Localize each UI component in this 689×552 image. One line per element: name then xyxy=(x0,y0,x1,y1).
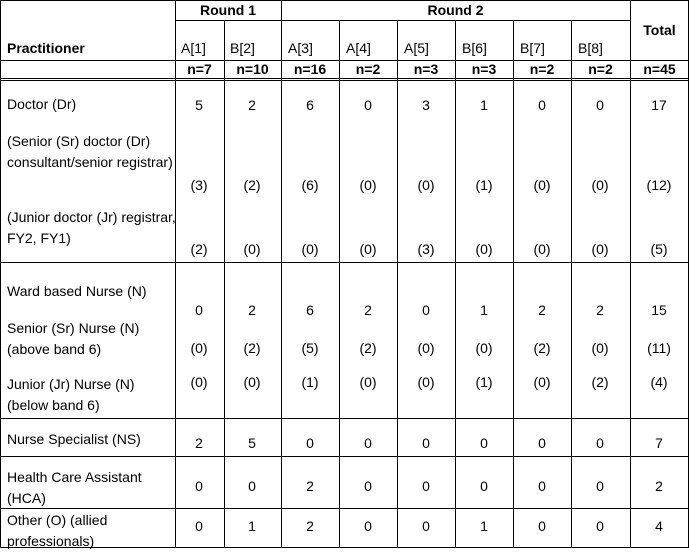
row-label: Ward based Nurse (N) xyxy=(7,283,147,299)
table-cell: 2 xyxy=(364,302,372,318)
row-rule xyxy=(0,80,689,81)
table-cell: (0) xyxy=(301,241,319,257)
row-label: Senior (Sr) Nurse (N) (above band 6) xyxy=(7,320,140,357)
table-cell: 0 xyxy=(195,478,203,494)
table-cell: 1 xyxy=(248,518,256,534)
table-cell: 2 xyxy=(248,302,256,318)
table-cell: (0) xyxy=(243,374,261,390)
column-header: A[5] xyxy=(404,40,429,56)
table-cell: 0 xyxy=(306,435,314,451)
table-cell: (5) xyxy=(301,340,319,356)
sample-size: n=16 xyxy=(293,61,327,77)
table-cell: (3) xyxy=(417,241,435,257)
column-header: B[7] xyxy=(520,40,545,56)
table-cell: (0) xyxy=(591,340,609,356)
table-cell: 2 xyxy=(596,302,604,318)
table-cell: (2) xyxy=(533,340,551,356)
table-cell: 0 xyxy=(596,435,604,451)
row-label: Nurse Specialist (NS) xyxy=(7,431,141,447)
table-cell: 0 xyxy=(538,435,546,451)
table-cell: (2) xyxy=(243,177,261,193)
table-cell: 2 xyxy=(306,518,314,534)
round1-header: Round 1 xyxy=(200,2,256,18)
table-cell: (2) xyxy=(591,374,609,390)
column-header: A[1] xyxy=(181,40,206,56)
table-cell: (0) xyxy=(359,177,377,193)
table-cell: 15 xyxy=(651,302,667,318)
table-cell: (0) xyxy=(533,374,551,390)
sample-size: n=7 xyxy=(187,61,212,77)
row-label: Other (O) (allied professionals) xyxy=(7,512,108,549)
table-cell: 2 xyxy=(655,478,663,494)
table-cell: (6) xyxy=(301,177,319,193)
table-cell: 1 xyxy=(480,302,488,318)
table-cell: (0) xyxy=(359,374,377,390)
sample-size: n=45 xyxy=(643,61,676,77)
table-cell: 1 xyxy=(480,97,488,113)
table-cell: 4 xyxy=(655,518,663,534)
table-cell: 0 xyxy=(538,478,546,494)
col-rule xyxy=(175,0,176,548)
table-cell: (1) xyxy=(475,374,493,390)
table-cell: 0 xyxy=(596,518,604,534)
table-cell: 7 xyxy=(655,435,663,451)
table-cell: 3 xyxy=(422,97,430,113)
table-cell: 2 xyxy=(306,478,314,494)
column-header: A[3] xyxy=(288,40,313,56)
table-cell: 0 xyxy=(422,518,430,534)
table-cell: 0 xyxy=(364,97,372,113)
column-header: A[4] xyxy=(346,40,371,56)
table-cell: 0 xyxy=(364,518,372,534)
table-cell: 0 xyxy=(195,518,203,534)
practitioner-header: Practitioner xyxy=(7,40,85,56)
total-header: Total xyxy=(643,22,676,38)
table-cell: 0 xyxy=(364,435,372,451)
table-cell: 0 xyxy=(480,478,488,494)
round2-header: Round 2 xyxy=(427,2,484,18)
table-cell: 2 xyxy=(538,302,546,318)
table-cell: 2 xyxy=(195,435,203,451)
table-cell: (3) xyxy=(190,177,208,193)
sample-size: n=2 xyxy=(355,61,381,77)
table-cell: (0) xyxy=(533,241,551,257)
table-cell: (4) xyxy=(650,374,668,390)
table-cell: 0 xyxy=(248,478,256,494)
row-label: Junior (Jr) Nurse (N) (below band 6) xyxy=(7,376,135,413)
row-label: (Senior (Sr) doctor (Dr) consultant/senior registrar) xyxy=(7,133,173,170)
table-cell: (1) xyxy=(301,374,319,390)
table-cell: 17 xyxy=(651,97,667,113)
table-cell: (5) xyxy=(650,241,668,257)
table-border-top xyxy=(0,0,689,1)
table-cell: (0) xyxy=(190,340,208,356)
table-cell: 0 xyxy=(538,518,546,534)
table-cell: (12) xyxy=(646,177,672,193)
col-rule xyxy=(281,0,282,548)
table-cell: (0) xyxy=(475,241,493,257)
table-cell: 0 xyxy=(422,302,430,318)
table-cell: (0) xyxy=(533,177,551,193)
table-cell: 1 xyxy=(480,518,488,534)
table-cell: (0) xyxy=(417,177,435,193)
table-cell: 0 xyxy=(364,478,372,494)
table-cell: 0 xyxy=(596,478,604,494)
table-cell: (0) xyxy=(475,340,493,356)
table-cell: (0) xyxy=(243,241,261,257)
column-header: B[8] xyxy=(578,40,603,56)
table-cell: (1) xyxy=(475,177,493,193)
row-rule xyxy=(0,418,689,419)
row-rule xyxy=(0,456,689,457)
sample-size: n=10 xyxy=(236,61,269,77)
table-cell: 6 xyxy=(306,302,314,318)
row-rule xyxy=(0,78,689,79)
row-label: Doctor (Dr) xyxy=(7,96,77,112)
table-cell: 0 xyxy=(596,97,604,113)
table-cell: 0 xyxy=(422,435,430,451)
table-cell: (0) xyxy=(190,374,208,390)
row-rule xyxy=(0,262,689,263)
table-cell: (11) xyxy=(647,340,671,356)
column-header: B[2] xyxy=(230,40,255,56)
table-cell: (2) xyxy=(243,340,261,356)
table-cell: (2) xyxy=(190,241,208,257)
table-cell: (0) xyxy=(591,241,609,257)
sample-size: n=2 xyxy=(529,61,555,77)
col-rule xyxy=(630,0,631,548)
table-cell: 5 xyxy=(248,435,256,451)
table-cell: 0 xyxy=(480,435,488,451)
table-cell: 2 xyxy=(248,97,256,113)
col-rule xyxy=(0,0,1,548)
sample-size: n=3 xyxy=(471,61,497,77)
row-label: (Junior doctor (Jr) registrar, FY2, FY1) xyxy=(7,209,176,246)
table-cell: (0) xyxy=(417,340,435,356)
table-cell: 0 xyxy=(538,97,546,113)
sample-size: n=3 xyxy=(413,61,439,77)
sample-size: n=2 xyxy=(588,61,613,77)
table-cell: (2) xyxy=(359,340,377,356)
table-cell: (0) xyxy=(591,177,609,193)
table-cell: 0 xyxy=(195,302,203,318)
table-cell: 6 xyxy=(306,97,314,113)
table-cell: 5 xyxy=(195,97,203,113)
table-cell: (0) xyxy=(359,241,377,257)
table-cell: 0 xyxy=(422,478,430,494)
row-label: Health Care Assistant (HCA) xyxy=(7,469,142,506)
column-header: B[6] xyxy=(462,40,487,56)
table-cell: (0) xyxy=(417,374,435,390)
row-rule xyxy=(175,20,630,21)
